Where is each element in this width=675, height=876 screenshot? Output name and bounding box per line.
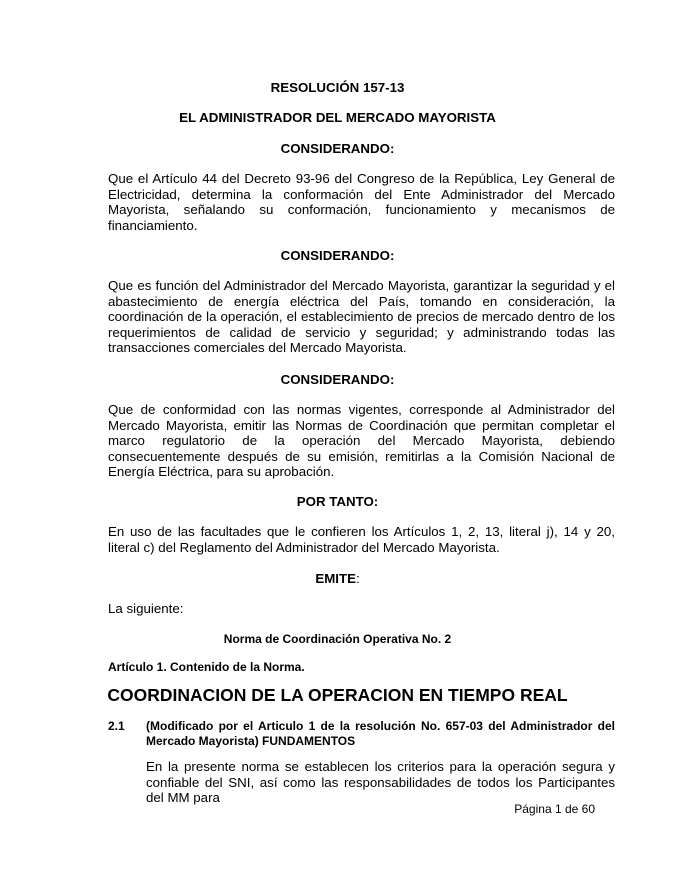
considerando-paragraph-3: Que de conformidad con las normas vigentes, corresponde al Administrador del Mercado Mayorista, emitir las Normas de Coordinación que permitan completar el marco regulatorio de la operación del Mercado Mayorista, debiendo consecuentemente después de su emisión, remitirlas a la Comisión Nacional de Energía Eléctrica, para su aprobación.	[108, 402, 615, 480]
section-paragraph: En la presente norma se establecen los criterios para la operación segura y confiable del SNI, así como las responsabilidades de todos los Participantes del MM para	[146, 759, 615, 806]
issuer-heading: EL ADMINISTRADOR DEL MERCADO MAYORISTA	[179, 110, 496, 125]
emite-heading	[0, 571, 675, 586]
por-tanto-paragraph: En uso de las facultades que le confieren los Artículos 1, 2, 13, literal j), 14 y 20, literal c) del Reglamento del Administrador del Mercado Mayorista.	[108, 524, 615, 555]
section-title: (Modificado por el Articulo 1 de la resolución No. 657-03 del Administrador del Mercado Mayorista) FUNDAMENTOS	[146, 719, 615, 748]
considerando-paragraph-1: Que el Artículo 44 del Decreto 93-96 del Congreso de la República, Ley General de Electricidad, determina la conformación del Ente Administrador del Mercado Mayorista, señalando su conformación, funcionamiento y mecanismos de financiamiento.	[108, 171, 615, 233]
la-siguiente-label: La siguiente:	[108, 601, 184, 616]
page-number-footer: Página 1 de 60	[514, 802, 595, 816]
emite-colon: :	[355, 571, 360, 586]
considerando-heading-2: CONSIDERANDO:	[280, 248, 395, 263]
norma-title: Norma de Coordinación Operativa No. 2	[223, 632, 452, 646]
emite-word: EMITE	[315, 571, 356, 586]
considerando-paragraph-2: Que es función del Administrador del Mercado Mayorista, garantizar la seguridad y el abastecimiento de energía eléctrica del País, tomando en consideración, la coordinación de la operación, el establecimiento de precios de mercado dentro de los requerimientos de calidad de servicio y seguridad; y administrando todas las transacciones comerciales del Mercado Mayorista.	[108, 278, 615, 356]
considerando-heading-3: CONSIDERANDO:	[280, 372, 395, 387]
resolution-title: RESOLUCIÓN 157-13	[270, 80, 405, 95]
por-tanto-heading: POR TANTO:	[296, 494, 379, 509]
main-title: COORDINACION DE LA OPERACION EN TIEMPO REAL	[107, 685, 568, 705]
articulo-1-heading: Artículo 1. Contenido de la Norma.	[108, 660, 305, 674]
considerando-heading-1: CONSIDERANDO:	[280, 141, 395, 156]
section-number: 2.1	[108, 719, 125, 733]
